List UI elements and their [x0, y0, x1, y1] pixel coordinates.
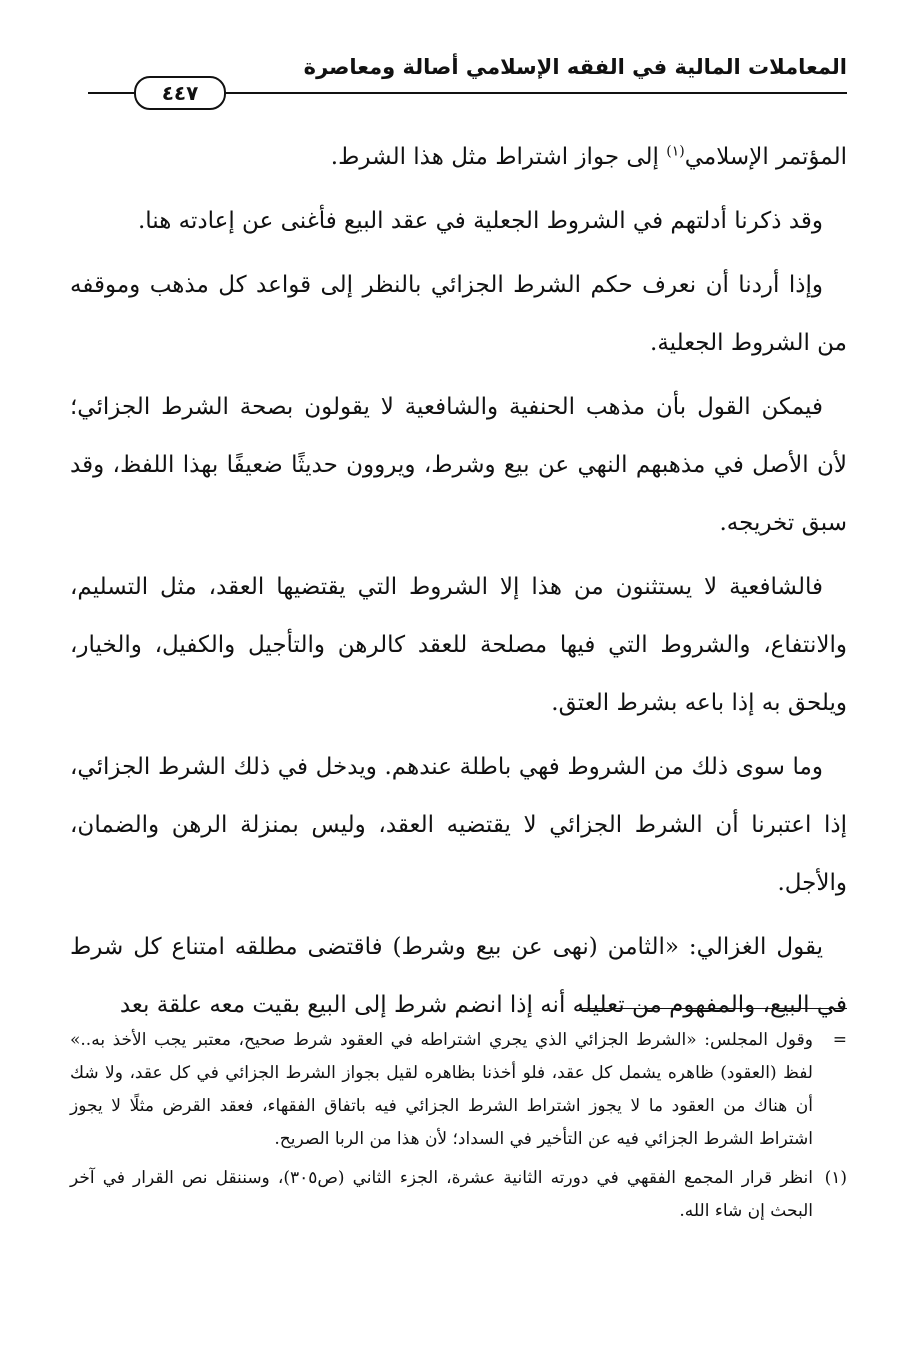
footnote-1 — [70, 1162, 847, 1228]
footnote-marker: (١) — [824, 1168, 847, 1188]
paragraph-6: وما سوى ذلك من الشروط فهي باطلة عندهم. ويدخل في ذلك الشرط الجزائي، إذا اعتبرنا أن الشرط الجزائي لا يقتضيه العقد، وليس بمنزلة الرهن والضمان، والأجل. — [70, 754, 847, 896]
paragraph-1 — [70, 128, 847, 186]
footnotes — [70, 1024, 847, 1234]
paragraph-1-start: المؤتمر الإسلامي — [684, 144, 847, 170]
paragraph-1-end: إلى جواز اشتراط مثل هذا الشرط. — [330, 144, 667, 170]
paragraph-5: فالشافعية لا يستثنون من هذا إلا الشروط التي يقتضيها العقد، مثل التسليم، والانتفاع، والشروط التي فيها مصلحة للعقد كالرهن والتأجيل والكفيل، والخيار، ويلحق به إذا باعه بشرط العتق. — [70, 574, 847, 716]
footnote-reference-1: (١) — [666, 143, 685, 160]
page-number-badge: ٤٤٧ — [134, 76, 226, 110]
footnote-divider — [579, 1008, 847, 1009]
paragraph-7: يقول الغزالي: «الثامن (نهى عن بيع وشرط) فاقتضى مطلقه امتناع كل شرط في البيع، والمفهوم من تعليله أنه إذا انضم شرط إلى البيع بقيت معه علقة بعد — [70, 934, 847, 1018]
paragraph-4: فيمكن القول بأن مذهب الحنفية والشافعية لا يقولون بصحة الشرط الجزائي؛ لأن الأصل في مذهبهم النهي عن بيع وشرط، ويروون حديثًا ضعيفًا بهذا اللفظ، وقد سبق تخريجه. — [70, 394, 847, 536]
footnote-continued — [70, 1024, 847, 1156]
footnote-text: وقول المجلس: «الشرط الجزائي الذي يجري اشتراطه في العقود شرط صحيح، معتبر يجب الأخذ به..» لفظ (العقود) ظاهره يشمل كل عقد، فلو أخذنا بظاهره لقيل بجواز الشرط الجزائي في كل عقد، ولا شك أن هناك من العقود ما لا يجوز اشتراط الشرط الجزائي فيه باتفاق الفقهاء، فعقد القرض مثلًا لا يجوز اشتراط الشرط الجزائي فيه عن التأخير في السداد؛ لأن هذا من الربا الصريح. — [70, 1030, 813, 1149]
paragraph-3: وإذا أردنا أن نعرف حكم الشرط الجزائي بالنظر إلى قواعد كل مذهب وموقفه من الشروط الجعلية. — [70, 272, 847, 356]
footnote-text: انظر قرار المجمع الفقهي في دورته الثانية عشرة، الجزء الثاني (ص٣٠٥)، وسننقل نص القرار في آخر البحث إن شاء الله. — [70, 1168, 813, 1221]
paragraph-2: وقد ذكرنا أدلتهم في الشروط الجعلية في عقد البيع فأغنى عن إعادته هنا. — [137, 208, 823, 234]
footnote-marker: = — [832, 1030, 847, 1050]
running-header-title: المعاملات المالية في الفقه الإسلامي أصالة ومعاصرة — [303, 55, 847, 79]
main-text — [70, 128, 847, 1040]
